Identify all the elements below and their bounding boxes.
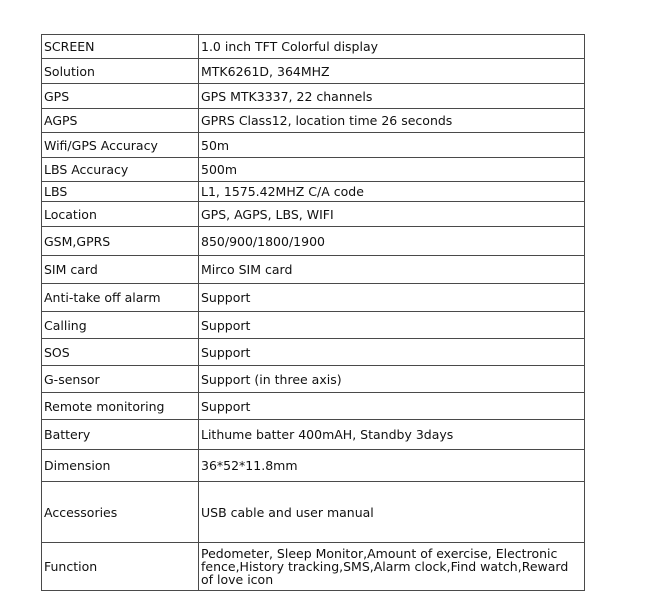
spec-row-anti-take-off-alarm — [42, 284, 585, 312]
spec-value: Support (in three axis) — [199, 366, 585, 393]
spec-value: GPS MTK3337, 22 channels — [199, 84, 585, 109]
spec-row-wifi-gps-accuracy — [42, 133, 585, 158]
spec-row-solution — [42, 59, 585, 84]
spec-row-agps — [42, 109, 585, 133]
spec-value: Pedometer, Sleep Monitor,Amount of exercise, Electronic fence,History tracking,SMS,Alarm clock,Find watch,Reward of love icon — [199, 543, 585, 591]
spec-value: USB cable and user manual — [199, 482, 585, 543]
spec-value: 850/900/1800/1900 — [199, 227, 585, 256]
spec-row-function — [42, 543, 585, 591]
spec-table — [41, 34, 585, 591]
spec-row-lbs-accuracy — [42, 158, 585, 182]
spec-row-location — [42, 202, 585, 227]
spec-value: 36*52*11.8mm — [199, 450, 585, 482]
spec-row-gps — [42, 84, 585, 109]
spec-value: Support — [199, 339, 585, 366]
spec-label: Battery — [42, 420, 199, 450]
spec-value: 50m — [199, 133, 585, 158]
spec-label: Solution — [42, 59, 199, 84]
spec-label: AGPS — [42, 109, 199, 133]
spec-row-accessories — [42, 482, 585, 543]
spec-row-sim-card — [42, 256, 585, 284]
spec-row-battery — [42, 420, 585, 450]
spec-value: GPS, AGPS, LBS, WIFI — [199, 202, 585, 227]
spec-row-sos — [42, 339, 585, 366]
spec-label: Wifi/GPS Accuracy — [42, 133, 199, 158]
spec-value: Lithume batter 400mAH, Standby 3days — [199, 420, 585, 450]
spec-value: Support — [199, 312, 585, 339]
spec-value: Support — [199, 393, 585, 420]
spec-label: GSM,GPRS — [42, 227, 199, 256]
spec-row-remote-monitoring — [42, 393, 585, 420]
spec-value: 500m — [199, 158, 585, 182]
spec-row-g-sensor — [42, 366, 585, 393]
spec-label: G-sensor — [42, 366, 199, 393]
spec-value: GPRS Class12, location time 26 seconds — [199, 109, 585, 133]
spec-label: GPS — [42, 84, 199, 109]
spec-row-dimension — [42, 450, 585, 482]
spec-label: Anti-take off alarm — [42, 284, 199, 312]
spec-label: Location — [42, 202, 199, 227]
spec-label: LBS — [42, 182, 199, 202]
spec-row-gsm-gprs — [42, 227, 585, 256]
spec-label: Remote monitoring — [42, 393, 199, 420]
spec-label: Accessories — [42, 482, 199, 543]
spec-value: L1, 1575.42MHZ C/A code — [199, 182, 585, 202]
spec-label: SCREEN — [42, 35, 199, 59]
spec-value: Support — [199, 284, 585, 312]
spec-value: 1.0 inch TFT Colorful display — [199, 35, 585, 59]
spec-label: Dimension — [42, 450, 199, 482]
spec-row-lbs — [42, 182, 585, 202]
spec-value: Mirco SIM card — [199, 256, 585, 284]
spec-label: Calling — [42, 312, 199, 339]
spec-label: LBS Accuracy — [42, 158, 199, 182]
spec-row-calling — [42, 312, 585, 339]
spec-label: Function — [42, 543, 199, 591]
spec-row-screen — [42, 35, 585, 59]
spec-value: MTK6261D, 364MHZ — [199, 59, 585, 84]
spec-label: SIM card — [42, 256, 199, 284]
spec-label: SOS — [42, 339, 199, 366]
